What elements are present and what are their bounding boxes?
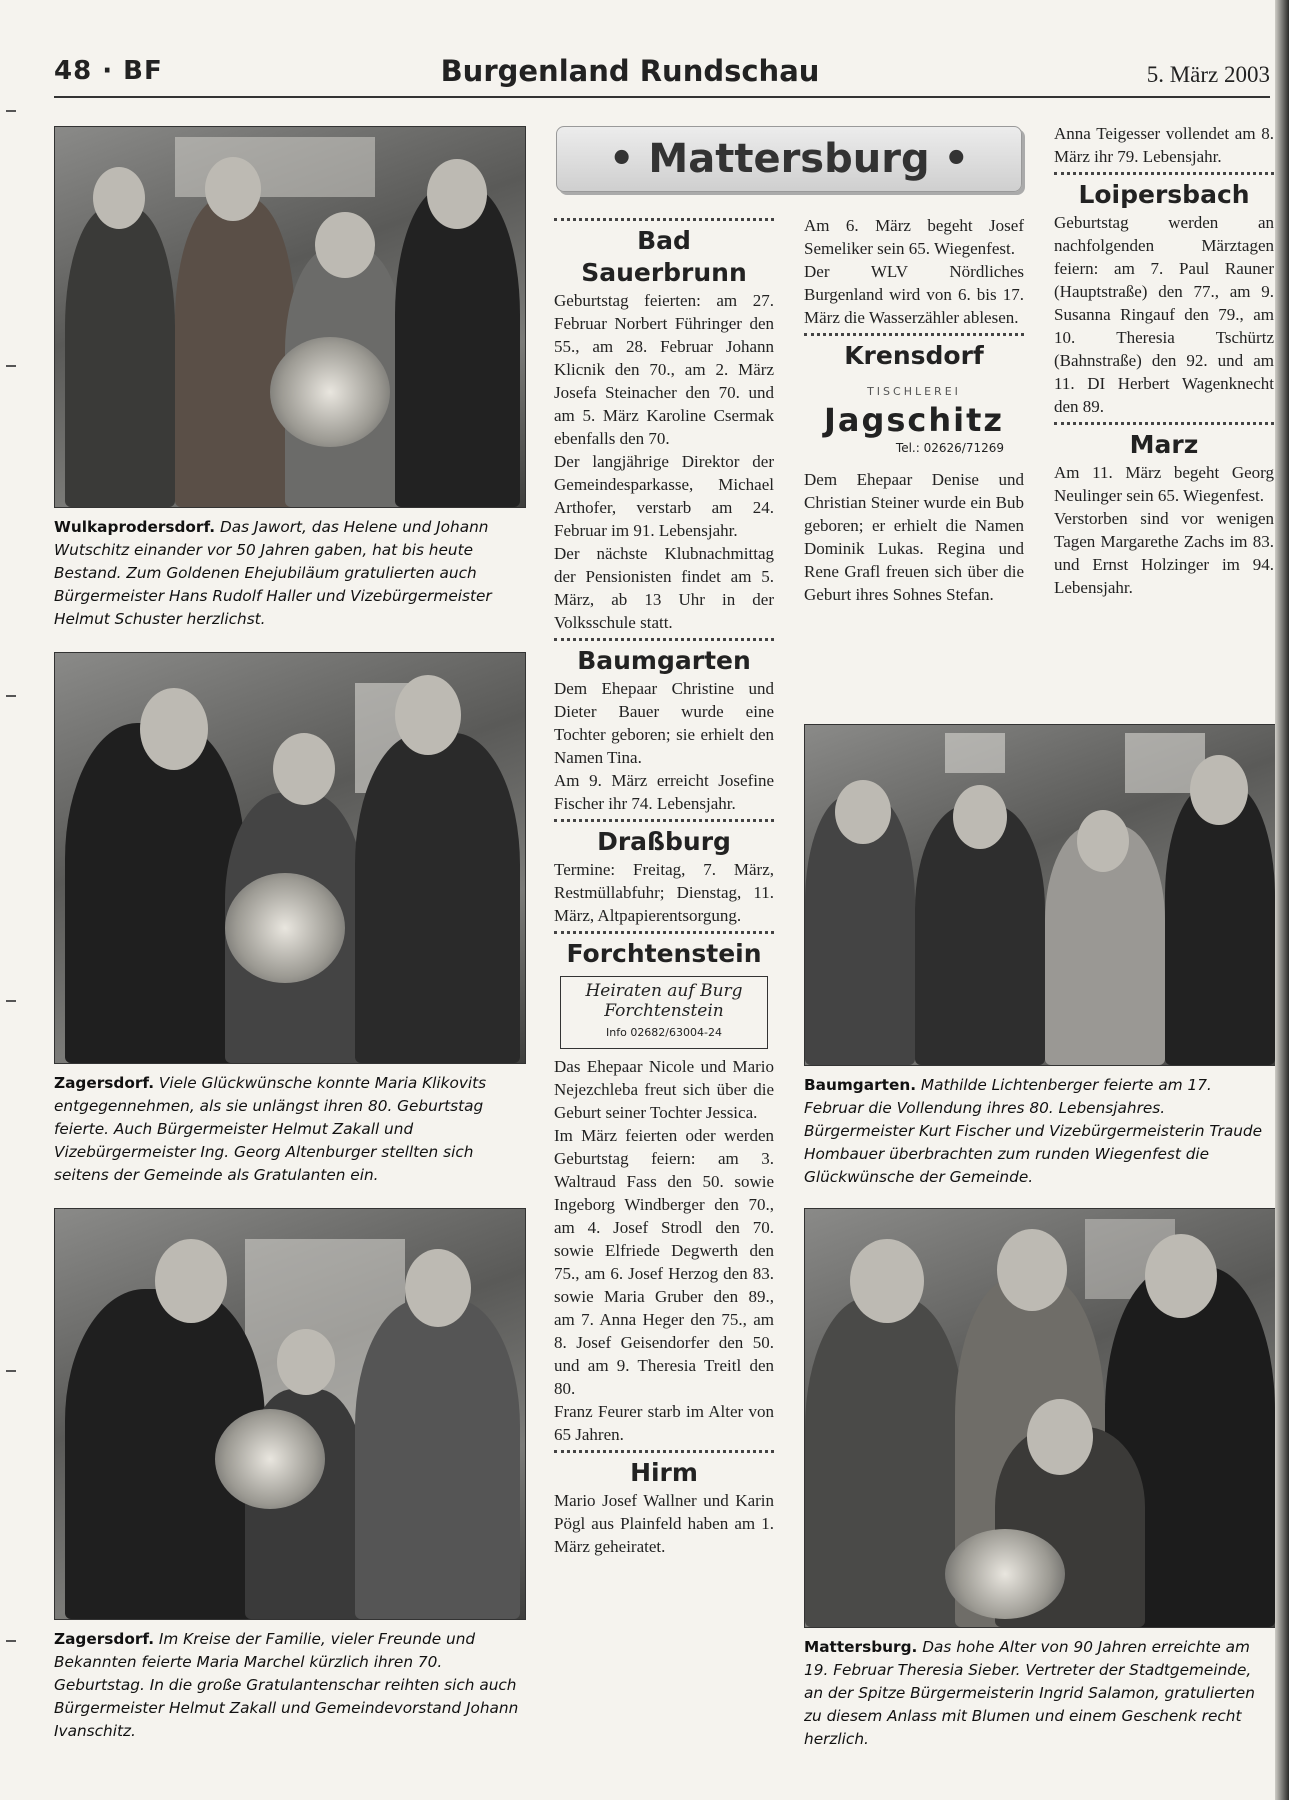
hirm-p1: Mario Josef Wallner und Karin Pögl aus Plainfeld haben am 1. März geheiratet. <box>554 1491 774 1556</box>
heading-baumgarten: Baumgarten <box>577 646 751 675</box>
heading-krensdorf: Krensdorf <box>844 341 984 370</box>
ad-heiraten-auf-burg <box>560 976 768 1049</box>
forchtenstein-p1: Das Ehepaar Nicole und Mario Nejezchleba freut sich über die Geburt seiner Tochter Jessica. <box>554 1057 774 1122</box>
column-4 <box>1054 122 1274 599</box>
marz-p1: Am 11. März begeht Georg Neulinger sein 65. Wiegenfest. <box>1054 463 1274 505</box>
ad-jagschitz-tel: Tel.: 02626/71269 <box>895 441 1004 455</box>
header-rule <box>54 96 1270 98</box>
forchtenstein-p2: Im März feierten oder werden Geburtstag feiern: am 3. Waltraud Fass den 50. sowie Ingeborg Windberger den 70., am 4. Josef Strodl den 70. sowie Elfriede Degwerth den 75., am 6. Josef Herzog den 83. sowie Maria Gruber den 89., am 7. Anna Heger den 75., am 8. Josef Geisendorfer den 50. und am 9. Theresia Treitl den 80. <box>554 1126 774 1398</box>
caption-zagersdorf-marchel: Zagersdorf. Im Kreise der Familie, vieler Freunde und Bekannten feierte Maria Marchel kürzlich ihren 70. Geburtstag. In die große Gratulantenschar reihten sich auch Bürgermeister Helmut Zakall und Gemeindevorstand Johann Ivanschitz. <box>54 1630 519 1740</box>
baumgarten-p2: Am 9. März erreicht Josefine Fischer ihr 74. Lebensjahr. <box>554 771 774 813</box>
heading-hirm: Hirm <box>630 1458 698 1487</box>
ad-heiraten-line2: Forchtenstein <box>604 1001 724 1021</box>
section-banner-mattersburg: • Mattersburg • <box>556 126 1022 192</box>
heading-drassburg: Draßburg <box>597 827 731 856</box>
bad-sauerbrunn-p3: Der nächste Klubnachmittag der Pensionisten findet am 5. März, ab 13 Uhr in der Volksschule statt. <box>554 544 774 632</box>
divider <box>554 819 774 822</box>
ad-tischlerei-jagschitz <box>804 380 1024 460</box>
krensdorf-p1: Dem Ehepaar Denise und Christian Steiner wurde ein Bub geboren; er erhielt die Namen Dominik Lukas. Regina und Rene Grafl freuen sich über die Geburt ihres Sohnes Stefan. <box>804 470 1024 604</box>
col3-p1: Am 6. März begeht Josef Semeliker sein 65. Wiegenfest. <box>804 216 1024 258</box>
ad-heiraten-info: Info 02682/63004-24 <box>606 1026 722 1039</box>
photo-wulkaprodersdorf <box>54 126 526 508</box>
binding-mark <box>6 695 16 697</box>
photo-zagersdorf-marchel <box>54 1208 526 1620</box>
col3-p2: Der WLV Nördliches Burgenland wird von 6. bis 17. März die Wasserzähler ablesen. <box>804 262 1024 327</box>
divider <box>554 931 774 934</box>
heading-loipersbach: Loipersbach <box>1078 180 1250 209</box>
marz-p2: Verstorben sind vor wenigen Tagen Margarethe Zachs im 83. und Ernst Holzinger im 94. Lebensjahr. <box>1054 509 1274 597</box>
column-3 <box>804 214 1024 606</box>
issue-date: 5. März 2003 <box>1146 62 1270 87</box>
ad-tischlerei-label: TISCHLEREI <box>867 385 961 398</box>
scan-edge <box>1275 0 1289 1800</box>
bad-sauerbrunn-p1: Geburtstag feierten: am 27. Februar Norbert Führinger den 55., am 28. Februar Johann Klicnik den 70., am 2. März Josefa Steinacher den 70. und am 5. März Karoline Csermak ebenfalls den 70. <box>554 291 774 448</box>
divider <box>554 218 774 221</box>
heading-bad-sauerbrunn: Bad Sauerbrunn <box>581 226 747 287</box>
col4-p0: Anna Teigesser vollendet am 8. März ihr 79. Lebensjahr. <box>1054 124 1274 166</box>
divider <box>1054 422 1274 425</box>
heading-marz: Marz <box>1129 430 1199 459</box>
divider <box>1054 172 1274 175</box>
column-2 <box>554 214 774 1558</box>
caption-baumgarten: Baumgarten. Mathilde Lichtenberger feierte am 17. Februar die Vollendung ihres 80. Lebensjahres. Bürgermeister Kurt Fischer und Vizebürgermeisterin Traude Hombauer überbrachten zum runden Wiegenfest die Glückwünsche der Gemeinde. <box>804 1076 1263 1186</box>
binding-mark <box>6 1000 16 1002</box>
caption-wulkaprodersdorf: Wulkaprodersdorf. Das Jawort, das Helene und Johann Wutschitz einander vor 50 Jahren gaben, hat bis heute Bestand. Zum Goldenen Ehejubiläum gratulierten auch Bürgermeister Hans Rudolf Haller und Vizebürgermeister Helmut Schuster herzlichst. <box>54 518 492 628</box>
newspaper-title: Burgenland Rundschau <box>440 54 820 88</box>
loipersbach-p1: Geburtstag werden an nachfolgenden Märztagen feiern: am 7. Paul Rauner (Hauptstraße) den 77., am 9. Susanna Ringauf den 79., am 10. Theresia Tschürtz (Bahnstraße) den 92. und am 11. DI Herbert Wagenknecht den 89. <box>1054 213 1274 416</box>
binding-mark <box>6 1370 16 1372</box>
bad-sauerbrunn-p2: Der langjährige Direktor der Gemeindesparkasse, Michael Arthofer, verstarb am 24. Februar im 91. Lebensjahr. <box>554 452 774 540</box>
page-number: 48 · BF <box>54 56 163 86</box>
caption-zagersdorf-klikovits: Zagersdorf. Viele Glückwünsche konnte Maria Klikovits entgegennehmen, als sie unlängst ihren 80. Geburtstag feierte. Auch Bürgermeister Helmut Zakall und Vizebürgermeister Ing. Georg Altenburger stellten sich seitens der Gemeinde als Gratulanten ein. <box>54 1074 487 1184</box>
heading-forchtenstein: Forchtenstein <box>566 939 762 968</box>
photo-mattersburg <box>804 1208 1276 1628</box>
forchtenstein-p3: Franz Feurer starb im Alter von 65 Jahren. <box>554 1402 774 1444</box>
ad-jagschitz-logo: Jagschitz <box>823 401 1005 439</box>
ad-heiraten-line1: Heiraten auf Burg <box>585 981 743 1001</box>
binding-mark <box>6 365 16 367</box>
divider <box>804 333 1024 336</box>
caption-mattersburg: Mattersburg. Das hohe Alter von 90 Jahren erreichte am 19. Februar Theresia Sieber. Vertreter der Stadtgemeinde, an der Spitze Bürgermeisterin Ingrid Salamon, gratulierten zu diesem Anlass mit Blumen und einem Geschenk recht herzlich. <box>804 1638 1255 1748</box>
photo-baumgarten <box>804 724 1276 1066</box>
binding-mark <box>6 110 16 112</box>
divider <box>554 1450 774 1453</box>
photo-zagersdorf-klikovits <box>54 652 526 1064</box>
baumgarten-p1: Dem Ehepaar Christine und Dieter Bauer wurde eine Tochter geboren; sie erhielt den Namen Tina. <box>554 679 774 767</box>
binding-mark <box>6 1640 16 1642</box>
divider <box>554 638 774 641</box>
drassburg-p1: Termine: Freitag, 7. März, Restmüllabfuhr; Dienstag, 11. März, Altpapierentsorgung. <box>554 860 774 925</box>
